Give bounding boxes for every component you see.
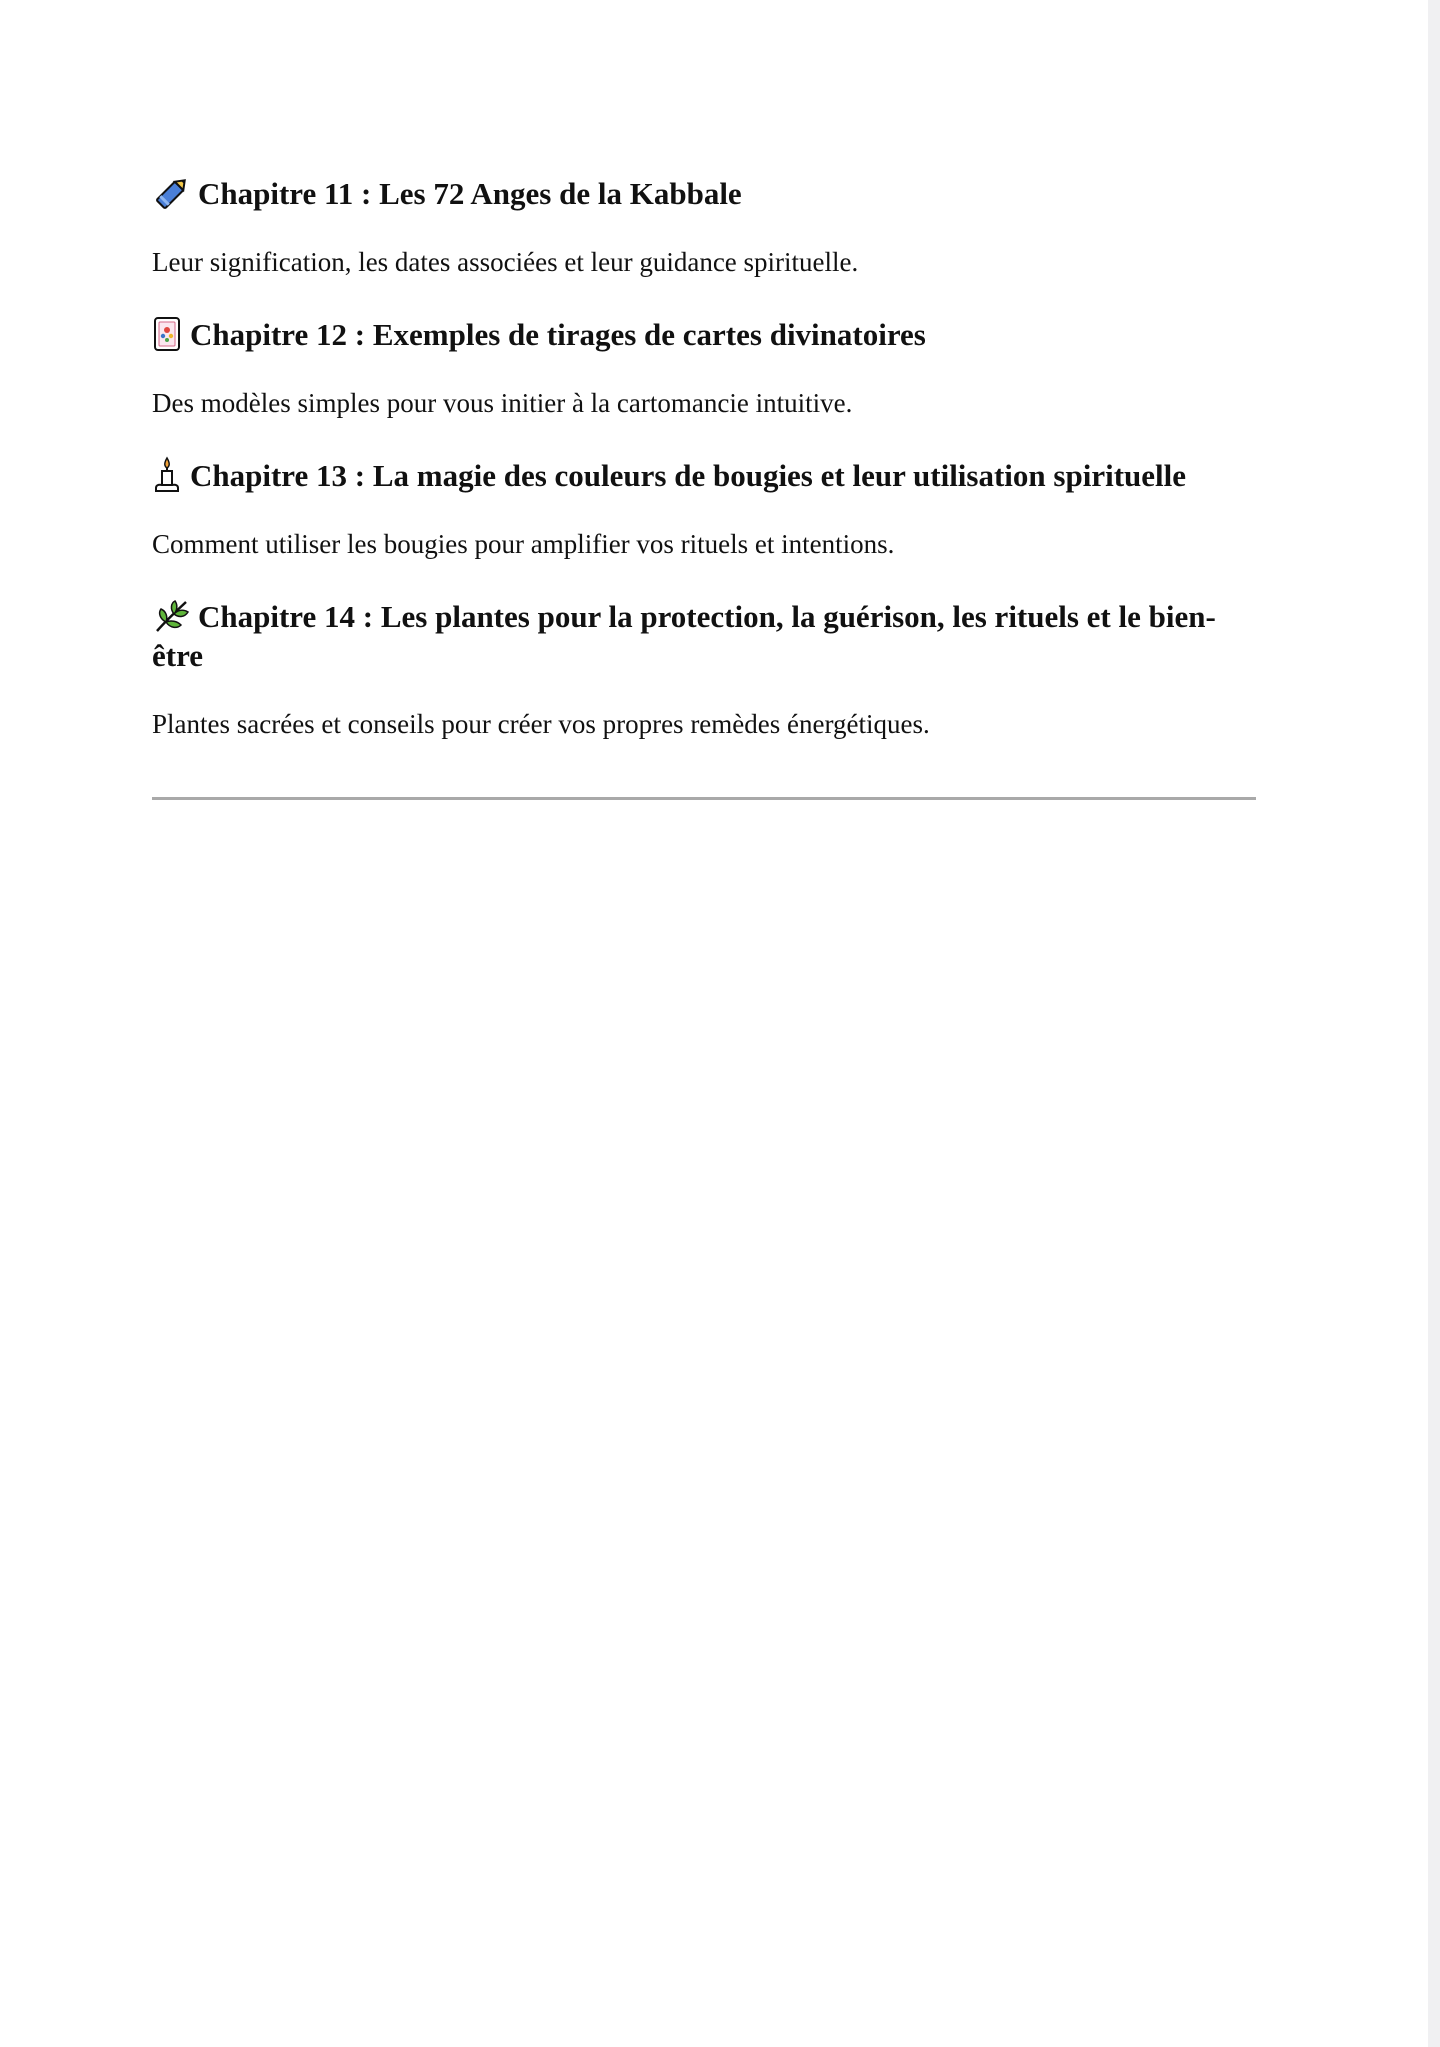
scrollbar-track[interactable] (1428, 0, 1440, 2047)
chapter-13-description: Comment utiliser les bougies pour amplifier vos rituels et intentions. (152, 529, 895, 559)
chapter-11-heading (152, 174, 1256, 213)
chapter-11-title: Chapitre 11 : Les 72 Anges de la Kabbale (198, 176, 742, 211)
chapter-list (152, 168, 1256, 800)
chapter-11-description: Leur signification, les dates associées et leur guidance spirituelle. (152, 247, 859, 277)
chapter-12-heading (152, 315, 1256, 354)
chapter-14-heading (152, 597, 1256, 675)
chapter-14-title: Chapitre 14 : Les plantes pour la protection, la guérison, les rituels et le bien-être (152, 599, 1216, 673)
herb-icon (152, 597, 192, 635)
crayon-icon (152, 174, 192, 212)
chapter-12-description: Des modèles simples pour vous initier à la cartomancie intuitive. (152, 388, 853, 418)
chapter-14-description: Plantes sacrées et conseils pour créer vos propres remèdes énergétiques. (152, 709, 930, 739)
playing-cards-icon (152, 315, 182, 353)
horizontal-rule (152, 797, 1256, 800)
candle-icon (152, 456, 182, 494)
chapter-13-heading (152, 456, 1256, 495)
chapter-12-title: Chapitre 12 : Exemples de tirages de cartes divinatoires (190, 317, 926, 352)
chapter-13-title: Chapitre 13 : La magie des couleurs de bougies et leur utilisation spirituelle (190, 458, 1187, 493)
